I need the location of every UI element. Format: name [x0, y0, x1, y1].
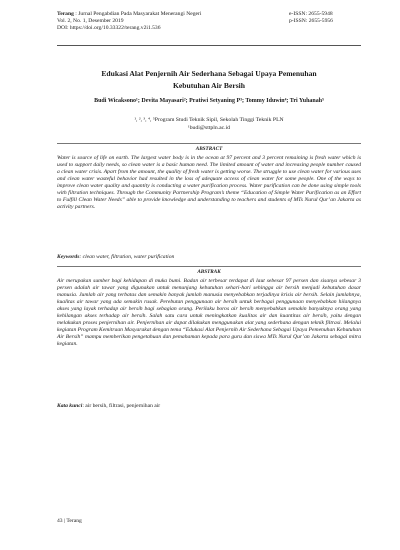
journal-volume: Vol. 2, No. 1, Desember 2019 [57, 18, 124, 25]
journal-doi[interactable]: DOI: https://doi.org/10.33322/terang.v2i1.536 [57, 25, 161, 32]
article-title [57, 68, 361, 91]
journal-name [57, 11, 201, 18]
abstract-top-divider [57, 143, 361, 144]
journal-header-left [57, 11, 201, 32]
keywords-en [57, 254, 361, 261]
keywords-en-label: Keywords [57, 254, 80, 260]
keywords-en-values: : clean water, filtration, water purification [79, 254, 175, 260]
pissn: p-ISSN: 2655-5956 [289, 18, 333, 25]
journal-header-right [289, 11, 333, 25]
abstract-id-text: Air merupakan sumber bagi kehidupan di muka bumi. Badan air terbesar terdapat di laut sebesar 97 persen dan sisanya sebesar 3 persen adalah air tawar yang digunakan untuk menunjang kebutuhan sehari-hari sehingga air bersih menjadi kebutuhan dasar manusia. Jumlah air yang terbatas dan semakin banyak jumlah manusia menyebabkan terjadinya krisis air bersih. Selain jumlahnya, kualitas air tawar yang ada semakin rusak. Perebutan penggunaan air bersih untuk berbagai penggunaan menyebabkan hilangnya akses yang layak terhadap air bersih bagi sebagian orang. Perilaku boros air bersih menyebabkan semakin banyaknya orang yang kehilangan akses terhadap air bersih. Salah satu cara untuk meningkatkan kualitas air dan kuantitas air bersih, yaitu dengan melakukan proses penjernihan air. Penjernihan air dapat dilakukan menggunakan alat yang sederhana dengan teknik filtrasi. Melalui kegiatan Program Kemitraan Masyarakat dengan tema “Edukasi Alat Penjernih Air Sederhana Sebagai Upaya Pemenuhan Kebutuhan Air Bersih” mampu memberikan pengetahuan dan pemahaman kepada para guru dan siswa MTs Nurul Qur’an Jakarta sebagai mitra kegiatan. [57, 278, 361, 348]
article-title-line-2: Kebutuhan Air Bersih [172, 80, 246, 90]
article-title-line-1: Edukasi Alat Penjernih Air Sederhana Sebagai Upaya Pemenuhan [101, 69, 317, 78]
abstract-en-heading: ABSTRACT [195, 146, 223, 152]
page-footer: 43 | Terang [57, 518, 82, 524]
eissn: e-ISSN: 2655-5948 [289, 11, 333, 17]
affiliation: ¹, ², ³, ⁴, ⁵Program Studi Teknik Sipil, Sekolah Tinggi Teknik PLN [134, 117, 284, 123]
affiliation-block [57, 117, 361, 132]
abstract-id-heading: ABSTRAK [197, 269, 221, 275]
author-email[interactable]: ¹budi@sttpln.ac.id [187, 124, 230, 131]
abstract-mid-divider [57, 266, 361, 267]
keywords-id-label: Kata kunci [57, 403, 83, 409]
author-list: Budi Wicaksono¹; Devita Mayasari²; Pratiwi Setyaning P³; Tommy Iduwin⁴; Tri Yuhanah⁵ [94, 98, 324, 104]
keywords-id-values: : air bersih, filtrasi, penjernihan air [82, 403, 161, 409]
journal-name-bold: Terang [57, 11, 74, 17]
abstract-en-text: Water is source of life on earth. The largest water body is in the ocean at 97 percent and 3 percent remaining is fresh water which is used to support daily needs, so clean water is a basic human need. The limited amount of water and increasing people number caused a clean water crisis. Apart from the amount, the quality of fresh water is getting worse. The struggle to use clean water for various uses and clean water wasteful behavior had resulted in the loss of adequate access of clean water for some people. One of the ways to improve clean water quality and quantity is conducting a water purification process. Water purification can be done using simple tools with filtration techniques. Through the Community Partnership Program’s theme “Education of Simple Water Purification as an Effort to Fulfill Clean Water Needs” able to provide knowledge and understanding to teachers and students of MTs Nurul Qur’an Jakarta as activity partners. [57, 155, 361, 211]
keywords-id [57, 403, 361, 410]
header-divider [57, 45, 361, 46]
journal-name-rest: : Jurnal Pengabdian Pada Masyarakat Menerangi Negeri [73, 11, 202, 17]
